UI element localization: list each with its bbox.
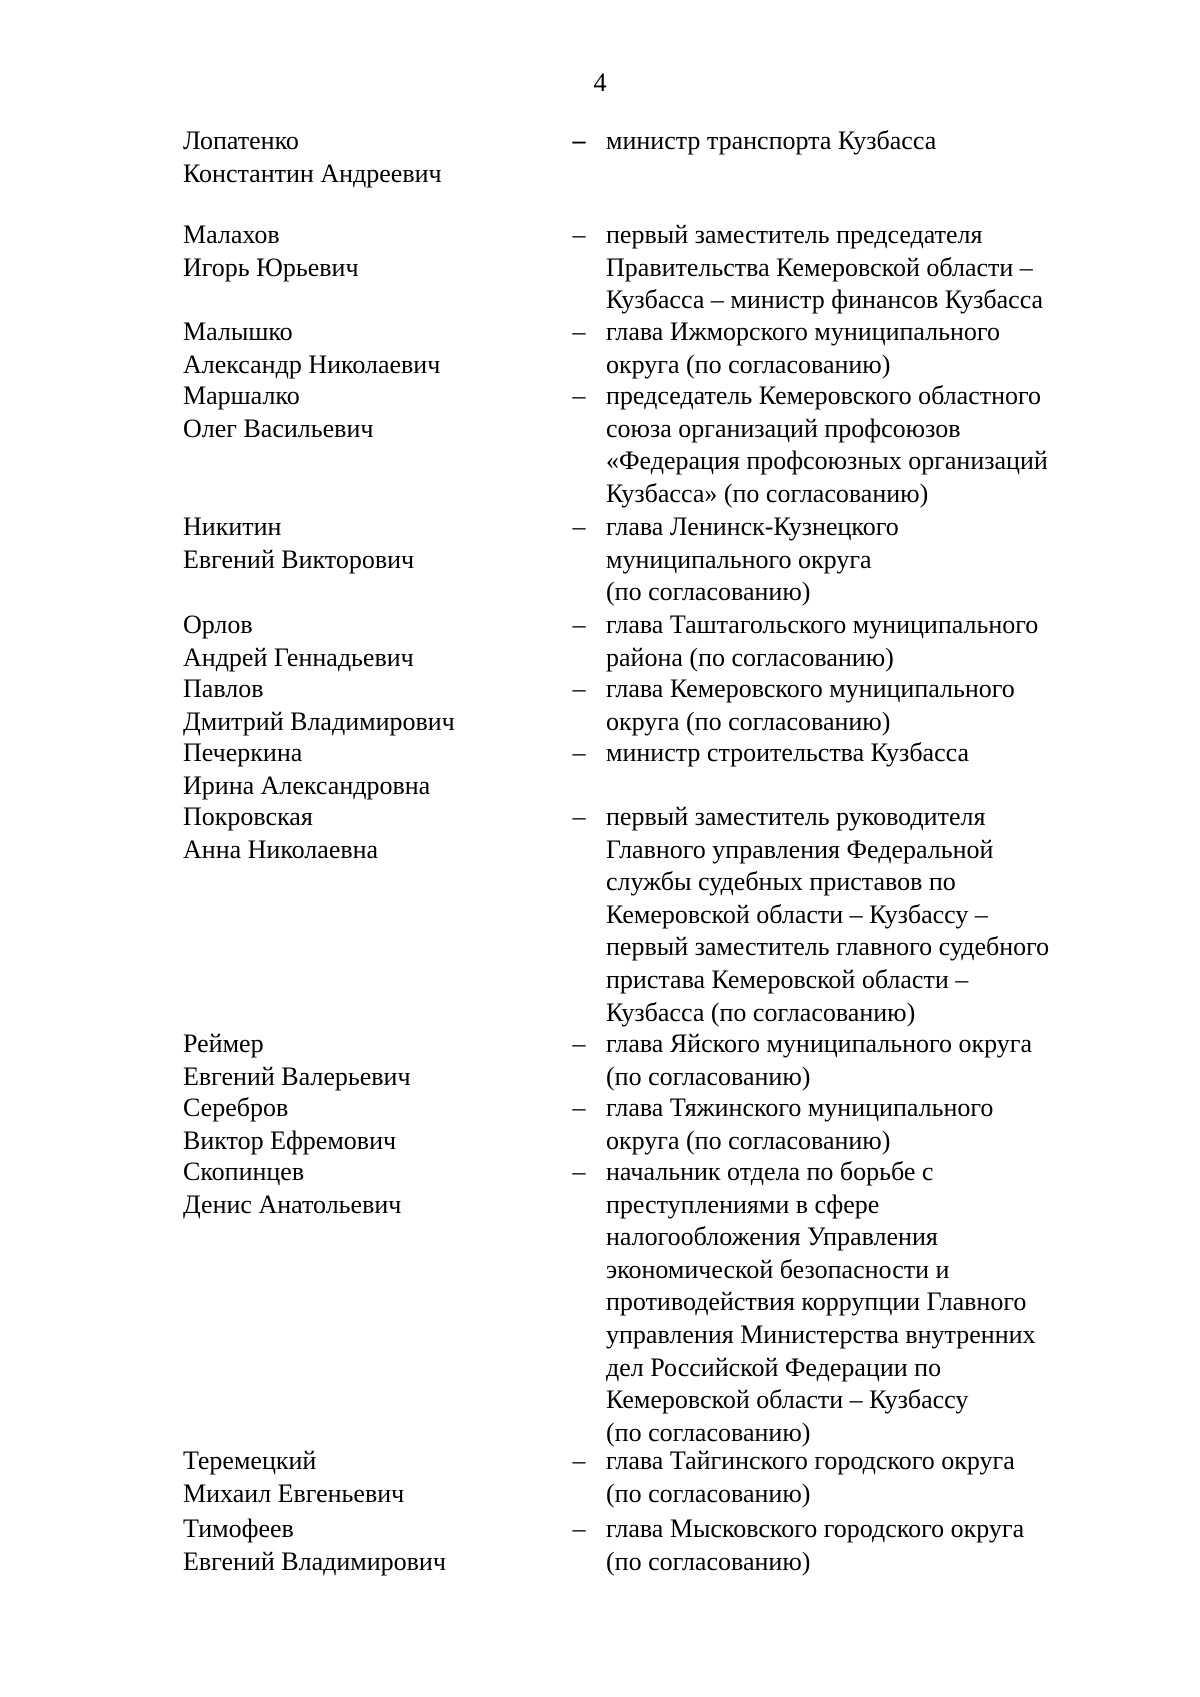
member-given-names: Андрей Геннадьевич [183,642,414,672]
member-given-names: Евгений Викторович [183,544,415,574]
member-position [606,316,1106,381]
position-line: округа (по согласованию) [606,706,891,736]
position-line: Кузбасса» (по согласованию) [606,478,929,508]
member-surname: Серебров [183,1093,289,1122]
separator-dash: – [572,1446,586,1475]
separator-dash: – [572,1093,586,1122]
member-position [606,380,1106,510]
separator-dash: – [572,220,586,249]
position-line: (по согласованию) [606,1478,811,1508]
member-given-names: Константин Андреевич [183,158,442,188]
position-line: преступлениями в сфере [606,1189,880,1219]
position-line: министр транспорта Кузбасса [606,126,937,155]
member-surname: Печеркина [183,738,303,767]
member-position [606,673,1106,738]
member-surname: Теремецкий [183,1446,317,1475]
member-surname: Реймер [183,1029,264,1058]
member-given-names: Денис Анатольевич [183,1189,402,1219]
member-position [606,1156,1106,1449]
member-surname: Павлов [183,674,264,703]
member-given-names: Игорь Юрьевич [183,252,359,282]
position-line: (по согласованию) [606,577,811,607]
member-surname: Малышко [183,317,293,346]
position-line: противодействия коррупции Главного [606,1287,1027,1317]
position-line: глава Кемеровского муниципального [606,674,1015,703]
position-line: Кемеровской области – Кузбассу – [606,899,988,929]
member-position [606,1445,1106,1510]
position-line: глава Мысковского городского округа [606,1514,1025,1543]
member-position [606,219,1106,317]
member-name [183,1156,543,1221]
separator-dash: – [572,1514,586,1543]
member-name [183,737,543,802]
member-name [183,673,543,738]
position-line: председатель Кемеровского областного [606,381,1042,410]
position-line: союза организаций профсоюзов [606,413,961,443]
position-line: Кемеровской области – Кузбассу [606,1385,969,1415]
position-line: экономической безопасности и [606,1254,950,1284]
position-line: первый заместитель главного судебного [606,932,1050,962]
position-line: (по согласованию) [606,1061,811,1091]
position-line: первый заместитель руководителя [606,802,986,831]
member-name [183,801,543,866]
member-name [183,1092,543,1157]
member-surname: Тимофеев [183,1514,294,1543]
member-given-names: Михаил Евгеньевич [183,1478,405,1508]
member-given-names: Олег Васильевич [183,413,374,443]
position-line: начальник отдела по борьбе с [606,1157,934,1186]
position-line: (по согласованию) [606,1546,811,1576]
separator-dash: – [572,802,586,831]
separator-dash: – [572,674,586,703]
member-position [606,1028,1106,1093]
position-line: глава Тайгинского городского округа [606,1446,1015,1475]
member-surname: Орлов [183,610,253,639]
member-position [606,801,1106,1029]
member-name [183,316,543,381]
member-surname: Покровская [183,802,313,831]
member-surname: Маршалко [183,381,300,410]
separator-dash: – [572,610,586,639]
member-surname: Скопинцев [183,1157,305,1186]
member-given-names: Ирина Александровна [183,770,431,800]
member-surname: Лопатенко [183,126,299,155]
member-name [183,380,543,445]
member-name [183,1513,543,1578]
separator-dash: – [572,1157,586,1186]
separator-dash: – [572,1029,586,1058]
member-name [183,511,543,576]
position-line: (по согласованию) [606,1417,811,1447]
member-surname: Никитин [183,512,282,541]
page-number: 4 [593,68,607,97]
position-line: глава Ижморского муниципального [606,317,1000,346]
position-line: Правительства Кемеровской области – [606,252,1033,282]
position-line: налогообложения Управления [606,1222,938,1252]
member-given-names: Александр Николаевич [183,349,441,379]
member-given-names: Евгений Валерьевич [183,1061,411,1091]
position-line: округа (по согласованию) [606,1125,891,1155]
position-line: глава Яйского муниципального округа [606,1029,1033,1058]
member-name [183,609,543,674]
member-position [606,1513,1106,1578]
position-line: службы судебных приставов по [606,867,956,897]
separator-dash: – [572,512,586,541]
member-surname: Малахов [183,220,280,249]
member-name [183,219,543,284]
position-line: пристава Кемеровской области – [606,964,969,994]
position-line: Главного управления Федеральной [606,834,994,864]
position-line: министр строительства Кузбасса [606,738,970,767]
position-line: Кузбасса – министр финансов Кузбасса [606,285,1044,315]
member-position [606,609,1106,674]
member-name [183,1445,543,1510]
position-line: глава Ленинск-Кузнецкого [606,512,899,541]
position-line: глава Таштагольского муниципального [606,610,1039,639]
position-line: глава Тяжинского муниципального [606,1093,994,1122]
separator-dash: – [572,317,586,346]
position-line: округа (по согласованию) [606,349,891,379]
position-line: первый заместитель председателя [606,220,983,249]
position-line: Кузбасса (по согласованию) [606,997,916,1027]
separator-dash: – [572,738,586,767]
separator-dash: – [572,381,586,410]
member-position [606,737,1106,770]
member-position [606,511,1106,609]
position-line: района (по согласованию) [606,642,894,672]
member-name [183,125,543,190]
member-given-names: Анна Николаевна [183,834,379,864]
position-line: управления Министерства внутренних [606,1319,1036,1349]
member-name [183,1028,543,1093]
position-line: муниципального округа [606,544,872,574]
position-line: «Федерация профсоюзных организаций [606,446,1048,476]
member-given-names: Дмитрий Владимирович [183,706,455,736]
member-position [606,125,1106,158]
member-given-names: Виктор Ефремович [183,1125,397,1155]
member-position [606,1092,1106,1157]
separator-dash: – [572,126,586,155]
position-line: дел Российской Федерации по [606,1352,942,1382]
member-given-names: Евгений Владимирович [183,1546,446,1576]
